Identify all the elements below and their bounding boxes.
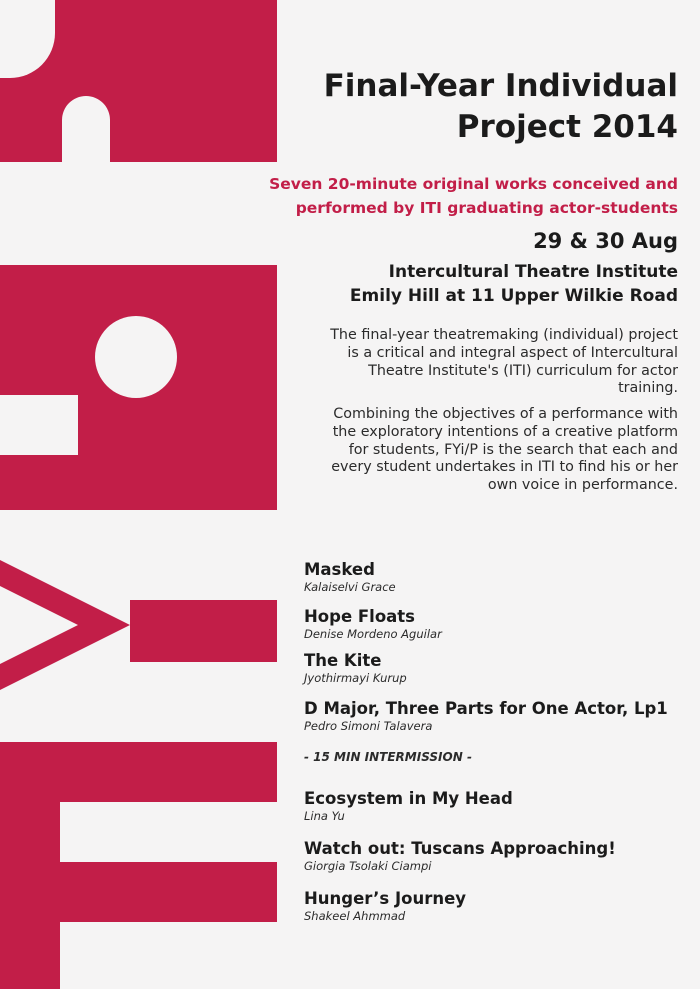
title-line-2: Project 2014 (456, 109, 678, 145)
venue-line-2: Emily Hill at 11 Upper Wilkie Road (349, 286, 678, 306)
letter-i-dot (95, 316, 177, 398)
description-paragraph-1: The final-year theatremaking (individual) project is a critical and integral aspect of Intercultural Theatre Institute's (ITI) curriculum for actor training. (330, 327, 678, 397)
work-title: Ecosystem in My Head (304, 789, 513, 808)
performer-name: Pedro Simoni Talavera (304, 719, 433, 733)
program-item (304, 560, 396, 594)
work-title: Hope Floats (304, 607, 415, 626)
work-title: The Kite (304, 651, 382, 670)
letter-p-counter (62, 96, 110, 162)
event-dates: 29 & 30 Aug (533, 229, 678, 253)
performer-name: Jyothirmayi Kurup (304, 671, 407, 685)
work-title: Masked (304, 560, 375, 579)
program-item (304, 789, 513, 823)
work-title: D Major, Three Parts for One Actor, Lp1 (304, 699, 668, 718)
work-title: Watch out: Tuscans Approaching! (304, 839, 616, 858)
description-paragraph-2: Combining the objectives of a performance with the exploratory intentions of a creative platform for students, FYi/P is the search that each and every student undertakes in ITI to find his or her own voice in performance. (331, 406, 678, 494)
venue (298, 260, 678, 308)
program-item (304, 839, 616, 873)
page-title (218, 66, 678, 148)
venue-line-1: Intercultural Theatre Institute (388, 262, 678, 282)
performer-name: Shakeel Ahmmad (304, 909, 406, 923)
subtitle (258, 172, 678, 220)
letter-y-stem (130, 600, 277, 662)
subtitle-line-1: Seven 20-minute original works conceived and (269, 175, 678, 193)
work-title: Hunger’s Journey (304, 889, 467, 908)
performer-name: Lina Yu (304, 809, 345, 823)
letter-i-base (0, 455, 277, 510)
letter-i-cut (0, 395, 78, 455)
letter-y-arm (0, 560, 130, 690)
title-line-1: Final-Year Individual (323, 68, 678, 104)
performer-name: Giorgia Tsolaki Ciampi (304, 859, 432, 873)
program-item (304, 699, 668, 733)
program-item (304, 651, 407, 685)
performer-name: Kalaiselvi Grace (304, 580, 396, 594)
intermission-label: - 15 MIN INTERMISSION - (304, 750, 472, 764)
performer-name: Denise Mordeno Aguilar (304, 627, 442, 641)
program-item (304, 889, 466, 923)
subtitle-line-2: performed by ITI graduating actor-students (295, 199, 678, 217)
letter-f-mid (0, 862, 277, 922)
program-item (304, 607, 442, 641)
